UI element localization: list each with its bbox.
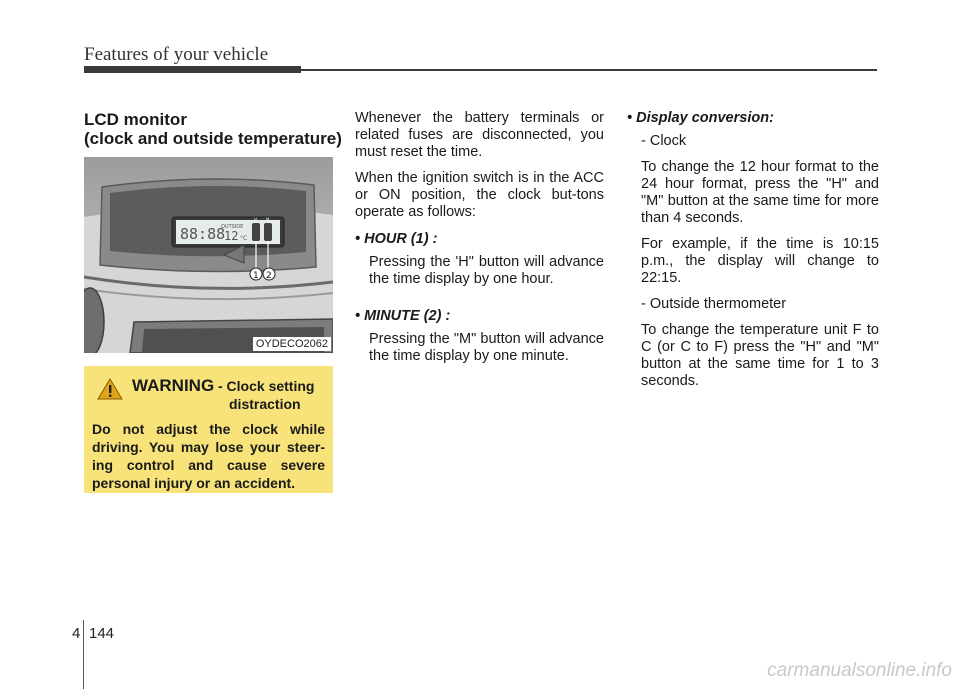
chapter-number: 4 [72, 625, 81, 642]
warning-box [84, 366, 333, 493]
header-rule-thick [84, 66, 301, 73]
lcd-outside-label: OUTSIDE [221, 224, 244, 230]
h-button [252, 223, 260, 241]
hour-text: Pressing the 'H" button will advance the time display by one hour. [369, 254, 604, 287]
header-rule-thin [301, 69, 877, 71]
lcd-clock-digits: 88:88 [180, 225, 226, 243]
reset-paragraph: Whenever the battery terminals or related fuses are disconnected, you must reset the time. [355, 110, 604, 160]
section-title-line2: (clock and outside temperature) [84, 129, 342, 148]
h-button-label: H [254, 217, 258, 222]
footer-rule [83, 620, 84, 689]
minute-heading: • MINUTE (2) : [355, 308, 451, 324]
hour-indent [355, 254, 604, 288]
warning-word: WARNING [132, 376, 215, 395]
section-title [84, 110, 342, 148]
hour-heading: • HOUR (1) : [355, 231, 438, 247]
ignition-paragraph: When the ignition switch is in the ACC or ON position, the clock but-tons operate as follows: [355, 170, 604, 220]
callout-2: 2 [266, 271, 272, 281]
clock-label: - Clock [641, 133, 687, 149]
lcd-temp-unit: °C [240, 235, 248, 242]
thermometer-label: - Outside thermometer [641, 296, 787, 312]
watermark: carmanualsonline.info [767, 660, 952, 681]
display-indent [627, 133, 879, 390]
clock-text-2: For example, if the time is 10:15 p.m., the display will change to 22:15. [641, 236, 879, 286]
minute-text: Pressing the "M" button will advance the time display by one minute. [369, 331, 604, 364]
page-number: 144 [89, 625, 115, 642]
warning-subtitle-line2: distraction [229, 396, 301, 412]
header-title: Features of your vehicle [84, 44, 269, 65]
warning-triangle-icon [97, 378, 123, 400]
column-3 [627, 110, 879, 399]
section-title-line1: LCD monitor [84, 110, 187, 129]
m-button [264, 223, 272, 241]
column-2 [355, 110, 604, 374]
figure-code: OYDECO2062 [253, 337, 331, 351]
m-button-label: M [266, 217, 270, 222]
dashboard-figure [84, 157, 333, 353]
warning-body: Do not adjust the clock while driving. You may lose your steer-ing control and cause severe personal injury or an accident. [92, 421, 325, 491]
minute-indent [355, 331, 604, 365]
display-conversion-heading: • Display conversion: [627, 110, 774, 126]
callout-1: 1 [253, 271, 259, 281]
lcd-temp-digits: 12 [224, 229, 239, 243]
dashboard-illustration [84, 157, 333, 353]
thermometer-text: To change the temperature unit F to C (or C to F) press the "H" and "M" button at the same time for 1 to 3 seconds. [641, 322, 879, 389]
warning-header [92, 376, 325, 412]
clock-text-1: To change the 12 hour format to the 24 hour format, press the "H" and "M" button at the same time for more than 4 seconds. [641, 159, 879, 226]
warning-subtitle-line1: - Clock setting [218, 378, 315, 394]
